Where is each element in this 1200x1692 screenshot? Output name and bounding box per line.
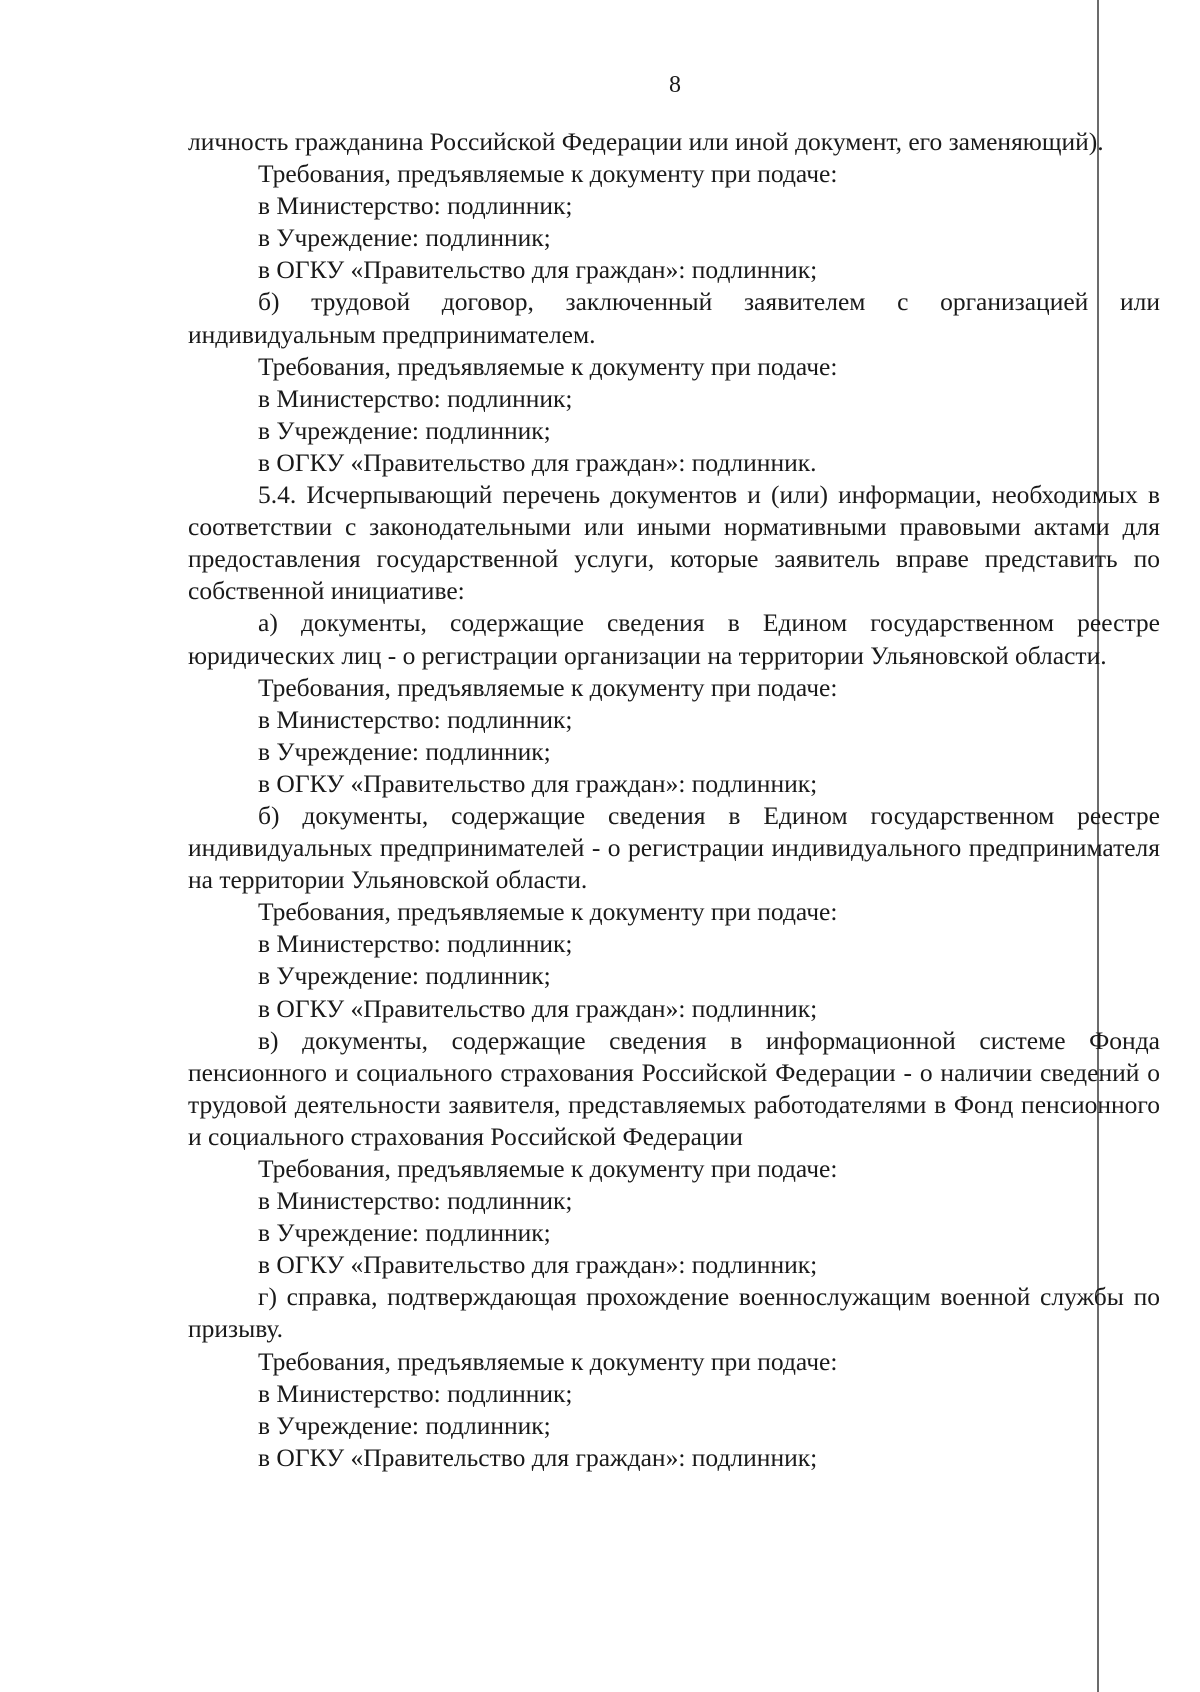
paragraph: а) документы, содержащие сведения в Едином государственном реестре юридических лиц - о регистрации организации на территории Ульяновской области. [188, 608, 1160, 670]
paragraph: в Министерство: подлинник; [258, 1186, 573, 1216]
paragraph: в Министерство: подлинник; [258, 1378, 573, 1408]
document-body [188, 126, 1160, 1474]
paragraph: в Учреждение: подлинник; [258, 961, 551, 991]
paragraph: Требования, предъявляемые к документу при подаче: [258, 1346, 838, 1376]
paragraph: б) документы, содержащие сведения в Едином государственном реестре индивидуальных предпринимателей - о регистрации индивидуального предпринимателя на территории Ульяновской области. [188, 800, 1160, 895]
paragraph: в ОГКУ «Правительство для граждан»: подлинник; [258, 768, 818, 798]
paragraph: Требования, предъявляемые к документу при подаче: [258, 897, 838, 927]
paragraph: в ОГКУ «Правительство для граждан»: подлинник; [258, 993, 818, 1023]
paragraph: в Министерство: подлинник; [258, 704, 573, 734]
paragraph: в Министерство: подлинник; [258, 383, 573, 413]
paragraph: в Учреждение: подлинник; [258, 1410, 551, 1440]
paragraph: в ОГКУ «Правительство для граждан»: подлинник; [258, 1442, 818, 1472]
paragraph: Требования, предъявляемые к документу при подаче: [258, 1154, 838, 1183]
paragraph: в ОГКУ «Правительство для граждан»: подлинник. [258, 447, 817, 477]
paragraph: в Учреждение: подлинник; [258, 415, 551, 445]
paragraph: г) справка, подтверждающая прохождение военнослужащим военной службы по призыву. [188, 1282, 1160, 1344]
paragraph: б) трудовой договор, заключенный заявителем с организацией или индивидуальным предпринимателем. [188, 287, 1160, 349]
paragraph: в Учреждение: подлинник; [258, 223, 551, 253]
paragraph: в Учреждение: подлинник; [258, 736, 551, 766]
paragraph: в ОГКУ «Правительство для граждан»: подлинник; [258, 255, 818, 285]
paragraph: в ОГКУ «Правительство для граждан»: подлинник; [258, 1250, 818, 1280]
paragraph: 5.4. Исчерпывающий перечень документов и (или) информации, необходимых в соответствии с законодательными или иными нормативными правовыми актами для предоставления государственной услуги, которые заявитель вправе представить по собственной инициативе: [188, 480, 1160, 606]
paragraph: в Министерство: подлинник; [258, 191, 573, 221]
paragraph: в) документы, содержащие сведения в информационной системе Фонда пенсионного и социального страхования Российской Федерации - о наличии сведений о трудовой деятельности заявителя, представляемых работодателями в Фонд пенсионного и социального страхования Российской Федерации [188, 1025, 1160, 1151]
page-number: 8 [669, 72, 681, 98]
paragraph: Требования, предъявляемые к документу при подаче: [258, 159, 838, 189]
paragraph: в Учреждение: подлинник; [258, 1218, 551, 1248]
paragraph: личность гражданина Российской Федерации или иной документ, его заменяющий). [188, 127, 1104, 156]
paragraph: Требования, предъявляемые к документу при подаче: [258, 351, 838, 381]
paragraph: Требования, предъявляемые к документу при подаче: [258, 672, 838, 702]
paragraph: в Министерство: подлинник; [258, 929, 573, 959]
